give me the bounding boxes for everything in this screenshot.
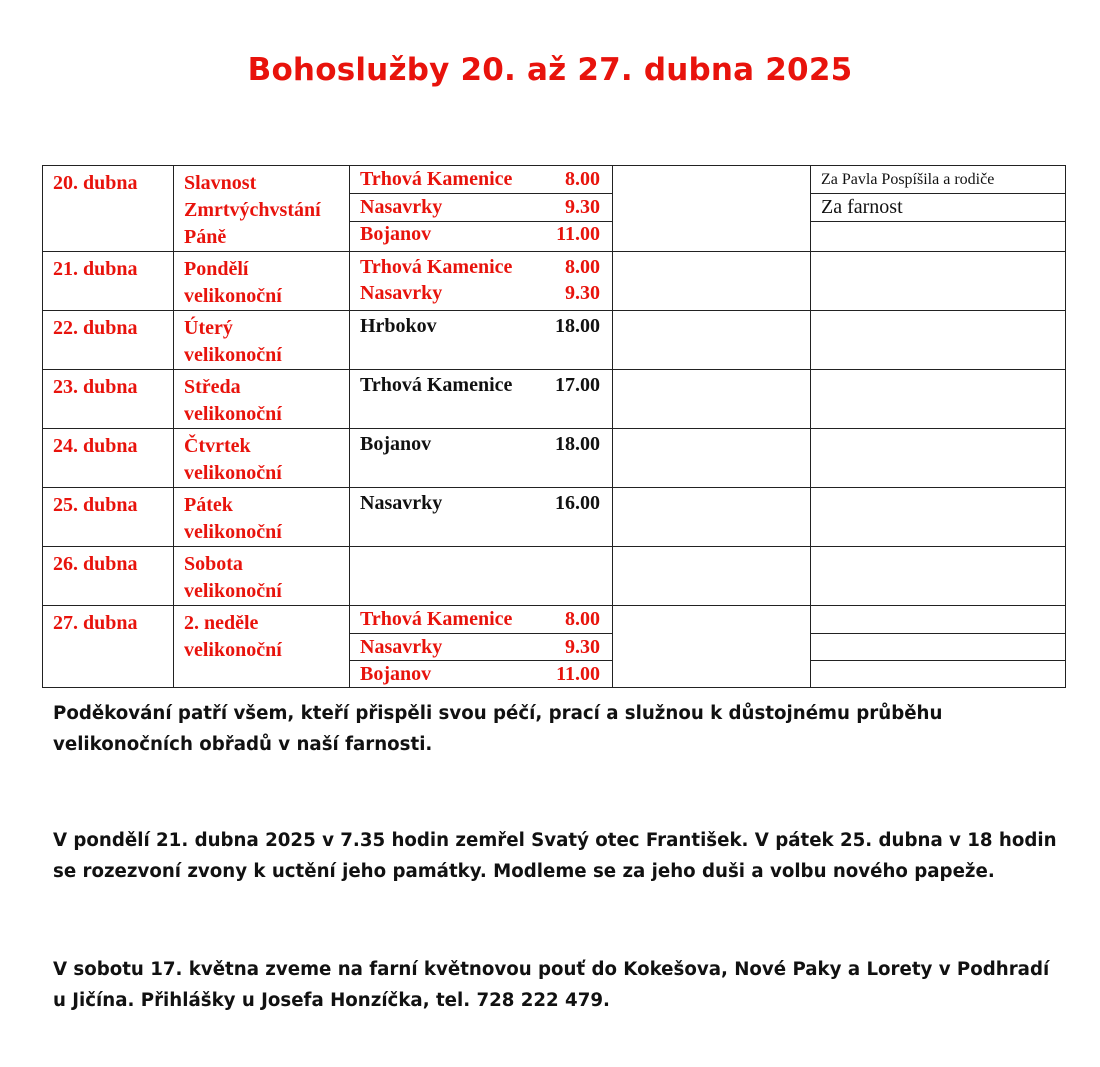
mass-place: Bojanov [360,662,432,685]
date-cell [43,547,174,606]
mass-time: 9.30 [565,281,600,304]
schedule-row [43,488,1066,547]
feast-cell [174,488,350,547]
date-text: 27. dubna [53,612,138,634]
mass-entry [350,660,612,687]
mass-cell [350,252,613,311]
mass-place: Bojanov [360,432,432,455]
blank-cell [613,488,811,547]
intention-line [811,429,1065,482]
intention-line: Za farnost [811,193,1065,221]
mass-entry [350,193,612,220]
intention-line: Za Pavla Pospíšila a rodiče [821,170,995,188]
schedule-table [42,165,1066,688]
schedule-row [43,370,1066,429]
intention-line [811,488,1065,542]
intention-line [811,370,1065,423]
mass-time: 18.00 [555,314,600,337]
feast-cell [174,252,350,311]
mass-place: Nasavrky [360,635,443,658]
mass-place: Trhová Kamenice [360,608,513,630]
intention-cell [811,429,1066,488]
date-cell [43,488,174,547]
schedule-row [43,166,1066,252]
feast-cell [174,311,350,370]
mass-time: 18.00 [555,432,600,455]
mass-entry [350,633,612,660]
intention-cell [811,252,1066,311]
pilgrimage-note: V sobotu 17. května zveme na farní květnovou pouť do Kokešova, Nové Paky a Lorety v Podhradí u Jičína. Přihlášky u Josefa Honzíčka, tel. 728 222 479. [53,959,1050,1011]
feast-line: velikonoční [184,462,282,484]
mass-place: Trhová Kamenice [360,255,513,278]
mass-time: 11.00 [556,662,600,685]
feast-line: Sobota [184,553,243,575]
feast-cell [174,606,350,688]
date-text: 26. dubna [53,553,138,575]
blank-cell [613,606,811,688]
schedule-row [43,429,1066,488]
feast-line: Pondělí [184,258,249,280]
date-text: 24. dubna [53,435,138,457]
mass-time: 8.00 [565,608,600,630]
mass-cell [350,370,613,429]
mass-place: Trhová Kamenice [360,168,513,191]
mass-time: 8.00 [565,255,600,278]
page-title: Bohoslužby 20. až 27. dubna 2025 [247,52,853,88]
mass-cell [350,547,613,606]
mass-cell [350,311,613,370]
mass-place: Bojanov [360,223,432,246]
feast-line: Slavnost [184,172,257,194]
feast-line: Středa [184,376,241,398]
feast-line: velikonoční [184,285,282,307]
date-cell [43,606,174,688]
intention-line [811,252,1065,305]
feast-line: velikonoční [184,344,282,366]
mass-time: 8.00 [565,168,600,191]
intention-cell [811,370,1066,429]
intention-line [811,221,1065,248]
intention-cell [811,547,1066,606]
mass-entry [350,254,612,280]
feast-cell [174,429,350,488]
date-text: 20. dubna [53,172,138,194]
schedule-row [43,606,1066,688]
intention-cell [811,311,1066,370]
mass-entry [350,431,612,457]
feast-line: Zmrtvýchvstání [184,199,321,221]
feast-line: Čtvrtek [184,435,251,457]
blank-cell [613,166,811,252]
intention-cell [811,488,1066,547]
date-cell [43,311,174,370]
mass-cell [350,429,613,488]
date-cell [43,429,174,488]
mass-time: 9.30 [565,635,600,658]
mass-entry [350,490,612,516]
feast-line: Páně [184,226,227,248]
blank-cell [613,252,811,311]
intention-cell [811,606,1066,688]
mass-cell [350,166,613,252]
mass-time: 11.00 [556,223,600,246]
date-cell [43,370,174,429]
mass-entry [350,280,612,306]
schedule-row [43,547,1066,606]
date-cell [43,166,174,252]
mass-entry [350,221,612,248]
date-text: 25. dubna [53,494,138,516]
feast-line: velikonoční [184,403,282,425]
blank-cell [613,311,811,370]
mass-place: Nasavrky [360,281,443,304]
thanks-note: Poděkování patří všem, kteří přispěli svou péčí, prací a služnou k důstojnému průběhu velikonočních obřadů v naší farnosti. [53,703,943,755]
mass-place: Nasavrky [360,491,443,514]
mass-cell [350,606,613,688]
mass-entry [350,606,612,633]
mass-place: Trhová Kamenice [360,373,513,396]
mass-entry [350,313,612,339]
mass-entry [350,166,612,193]
blank-cell [613,370,811,429]
feast-line: velikonoční [184,580,282,602]
mass-cell [350,488,613,547]
mass-place: Hrbokov [360,314,437,337]
schedule-body [43,166,1066,688]
date-cell [43,252,174,311]
mass-entry [350,372,612,398]
mass-place: Nasavrky [360,195,443,218]
feast-line: 2. neděle [184,612,259,634]
feast-cell [174,370,350,429]
feast-line: velikonoční [184,521,282,543]
feast-line: Úterý [184,317,233,339]
intention-line [811,660,1065,687]
intention-cell [811,166,1066,252]
date-text: 22. dubna [53,317,138,339]
feast-cell [174,166,350,252]
date-text: 21. dubna [53,258,138,280]
blank-cell [613,547,811,606]
date-text: 23. dubna [53,376,138,398]
mass-time: 9.30 [565,195,600,218]
schedule-row [43,311,1066,370]
intention-line [811,547,1065,601]
pope-note: V pondělí 21. dubna 2025 v 7.35 hodin zemřel Svatý otec František. V pátek 25. dubna v 18 hodin se rozezvoní zvony k uctění jeho památky. Modleme se za jeho duši a volbu nového papeže. [53,830,1057,882]
blank-cell [613,429,811,488]
intention-line [811,606,1065,633]
schedule-row [43,252,1066,311]
feast-line: velikonoční [184,639,282,661]
intention-line [811,633,1065,660]
intention-line [811,311,1065,364]
mass-time: 16.00 [555,491,600,514]
feast-cell [174,547,350,606]
feast-line: Pátek [184,494,233,516]
mass-time: 17.00 [555,373,600,396]
